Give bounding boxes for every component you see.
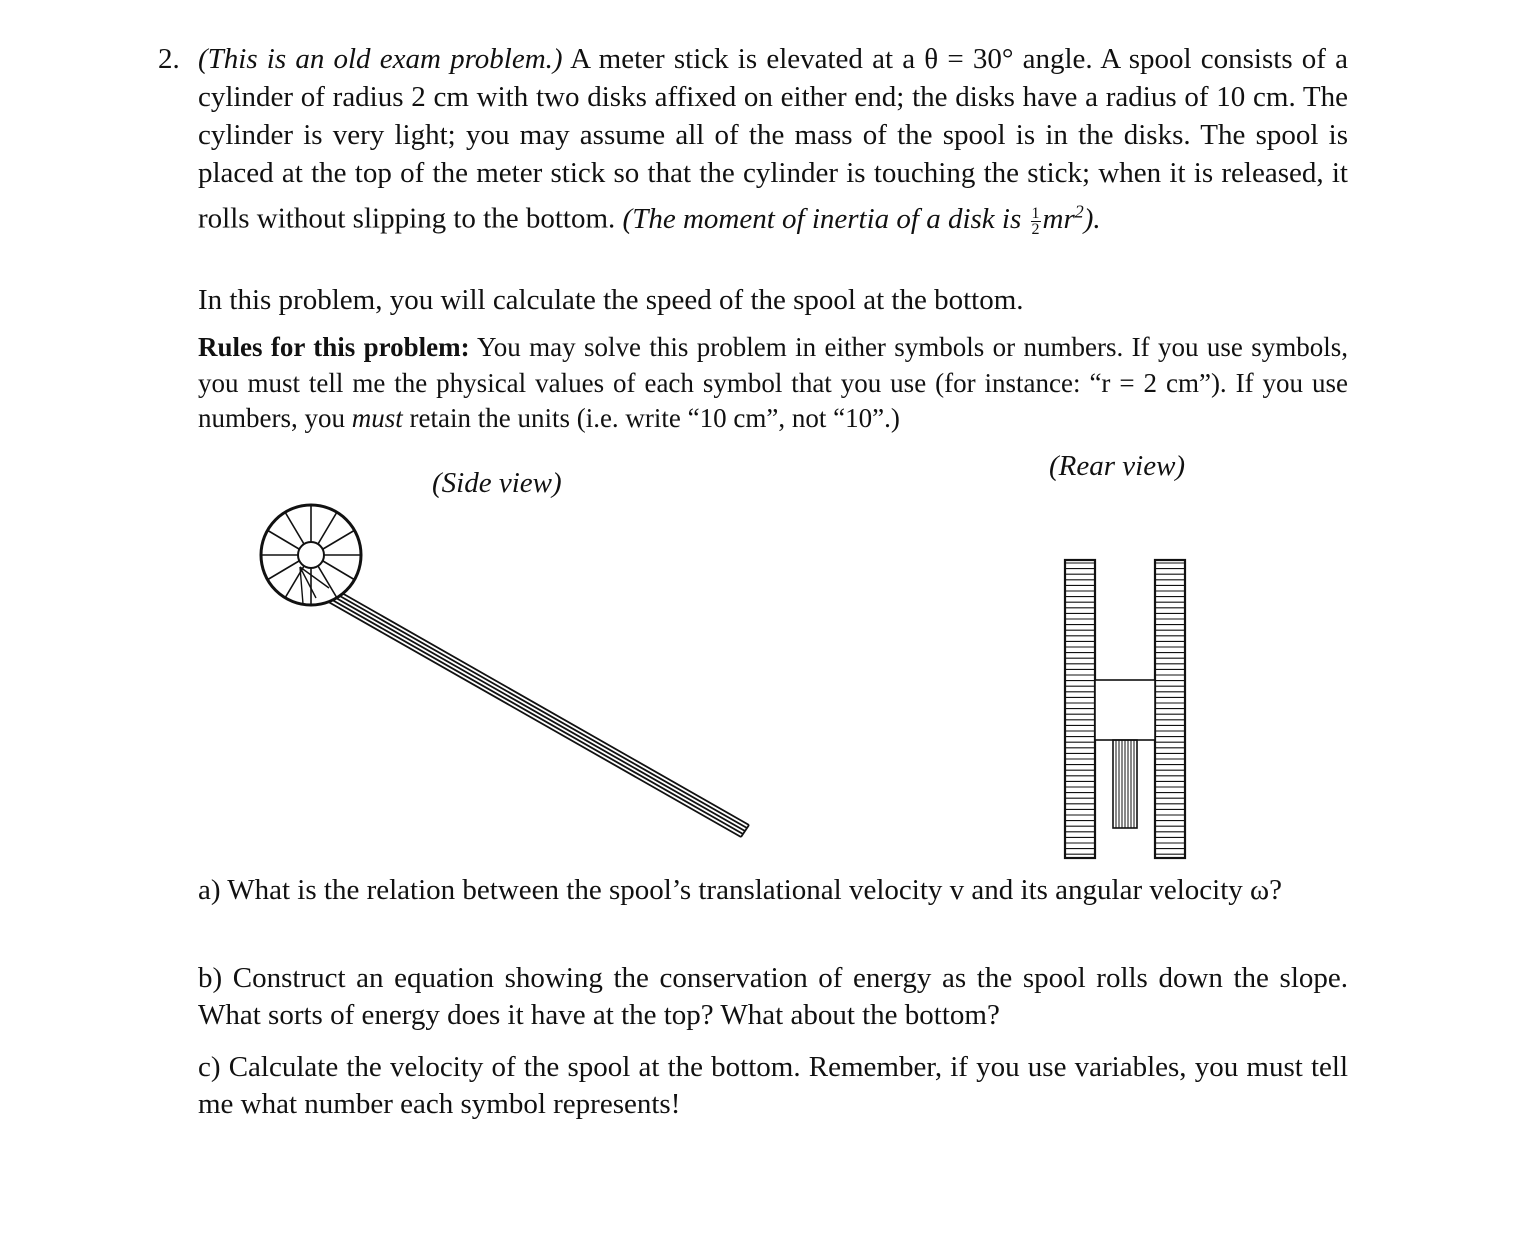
question-c-label: c) xyxy=(198,1051,221,1083)
fraction-denominator: 2 xyxy=(1031,220,1040,238)
rear-view-spool xyxy=(1065,560,1185,858)
inertia-expression: mr xyxy=(1042,202,1075,235)
question-b-text: Construct an equation showing the conservation of energy as the spool rolls down the slope. What sorts of energy does it have at the top? What about the bottom? xyxy=(198,962,1348,1031)
rules-title: Rules for this problem: xyxy=(198,332,470,362)
stick-hatching xyxy=(1116,740,1134,828)
question-a-label: a) xyxy=(198,874,221,906)
intro-text: A meter stick is elevated at a θ = 30° angle. A spool consists of a cylinder of radius 2 cm with two disks affixed on either end; the disks have a radius of 10 cm. The cylinder is very light; you may assume all of the mass of the spool is in the disks. The spool is placed at the top of the meter stick so that the cylinder is touching the stick; when it is released, it rolls without slipping to the bottom. xyxy=(198,43,1348,235)
question-a-text: What is the relation between the spool’s translational velocity v and its angular velocity ω? xyxy=(220,874,1282,906)
rear-view-label: (Rear view) xyxy=(1049,450,1186,482)
intro-italic: (This is an old exam problem.) xyxy=(198,43,563,75)
question-b xyxy=(198,960,1348,1034)
rules-emphasis: must xyxy=(351,403,403,433)
question-c-text: Calculate the velocity of the spool at the bottom. Remember, if you use variables, you must tell me what number each symbol represents! xyxy=(198,1051,1348,1120)
problem-number: 2. xyxy=(158,43,180,75)
task-statement: In this problem, you will calculate the speed of the spool at the bottom. xyxy=(198,284,1024,316)
side-view-spool xyxy=(261,505,361,605)
question-a xyxy=(198,872,1348,909)
question-c xyxy=(198,1049,1348,1123)
inertia-prefix: (The moment of inertia of a disk is xyxy=(622,202,1029,235)
rules-text-b: retain the units (i.e. write “10 cm”, not “10”.) xyxy=(402,403,900,433)
inertia-exponent: 2 xyxy=(1074,201,1084,221)
fraction-numerator: 1 xyxy=(1031,204,1040,222)
inertia-suffix: ). xyxy=(1083,202,1101,235)
side-view-label: (Side view) xyxy=(432,467,562,499)
rules-text-a: You may solve this problem in either symbols or numbers. If you use symbols, you must tell me the physical values of each symbol that you use (for instance: “r = 2 cm”). If you use numbers, you xyxy=(198,332,1348,433)
side-view-stick xyxy=(297,572,749,837)
question-b-label: b) xyxy=(198,962,223,994)
rear-cylinder xyxy=(1095,680,1155,740)
